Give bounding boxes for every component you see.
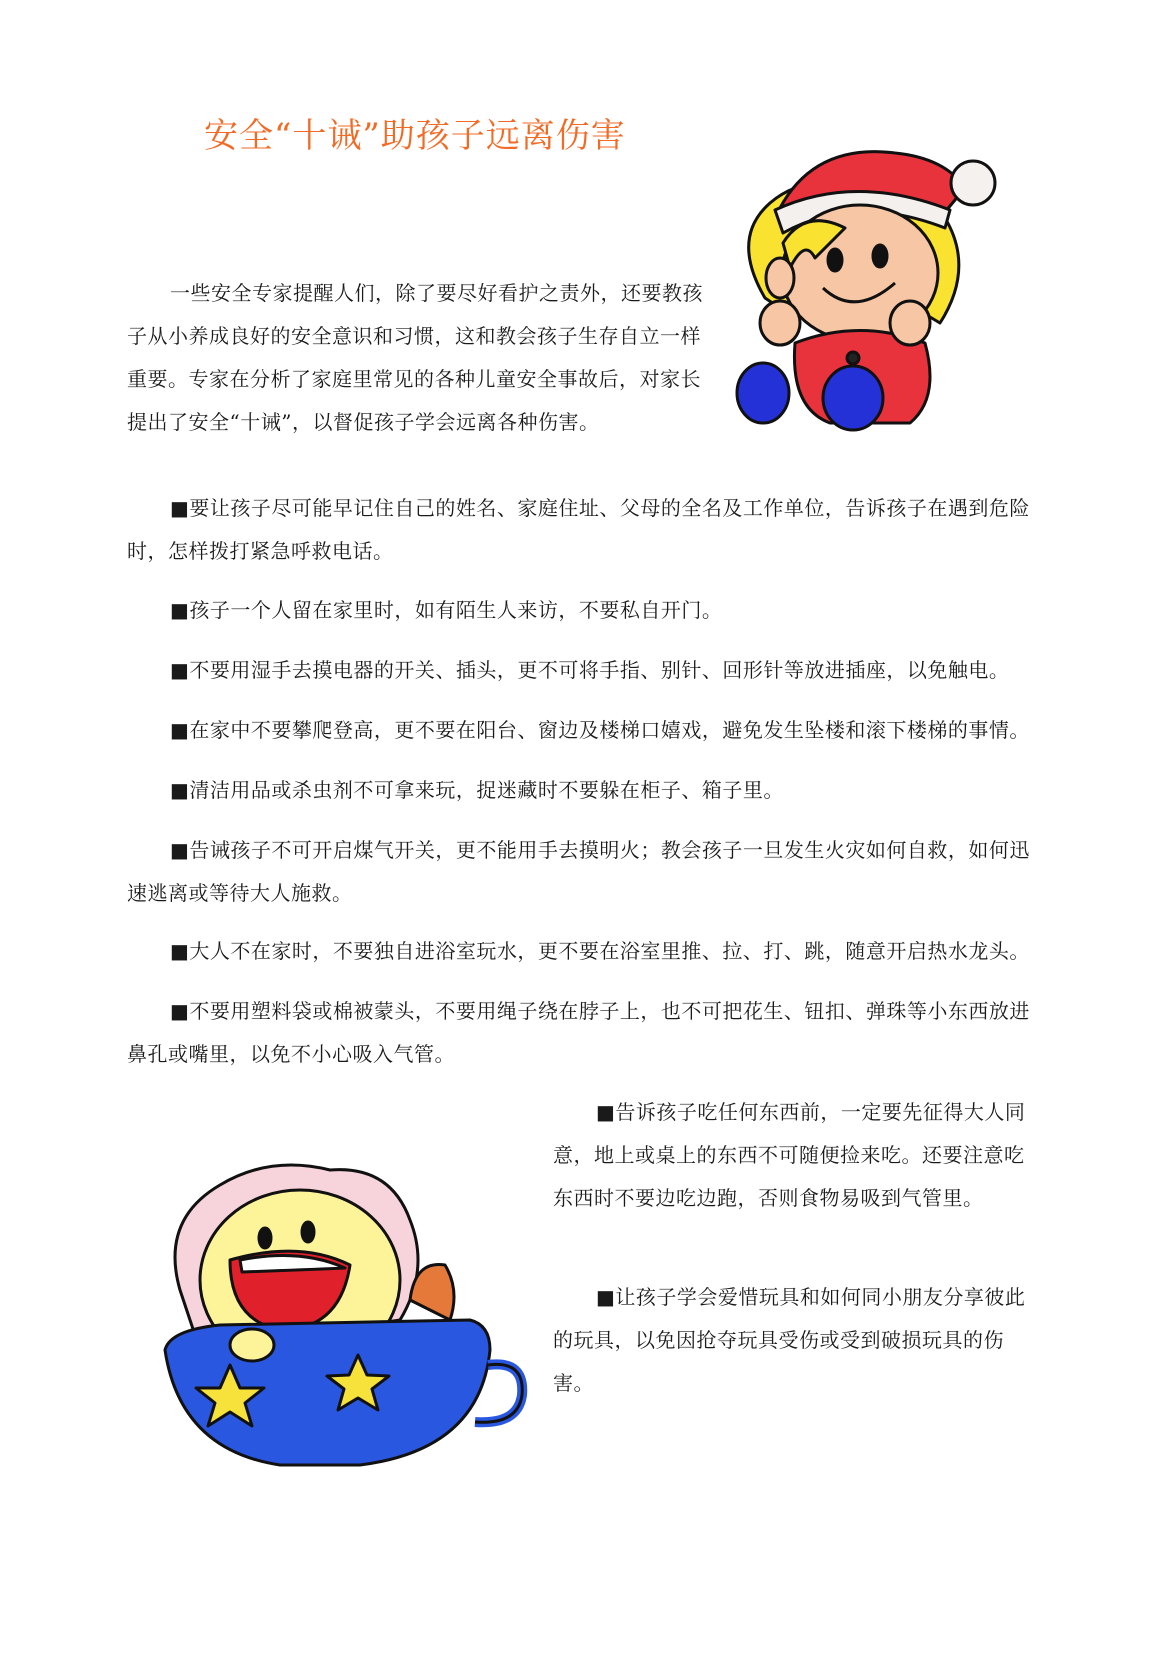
rule-item: ■不要用塑料袋或棉被蒙头，不要用绳子绕在脖子上，也不可把花生、钮扣、弹珠等小东西放进鼻孔或嘴里，以免不小心吸入气管。 xyxy=(127,999,1030,1066)
intro-paragraph: 一些安全专家提醒人们，除了要尽好看护之责外，还要教孩子从小养成良好的安全意识和习惯，这和教会孩子生存自立一样重要。专家在分析了家庭里常见的各种儿童安全事故后，对家长提出了安全“十诫”，以督促孩子学会远离各种伤害。 xyxy=(127,281,703,434)
rule-item: ■不要用湿手去摸电器的开关、插头，更不可将手指、别针、回形针等放进插座，以免触电。 xyxy=(170,658,1010,682)
page-title: 安全“十诫”助孩子远离伤害 xyxy=(204,116,626,156)
rule-item: ■清洁用品或杀虫剂不可拿来玩，捉迷藏时不要躲在柜子、箱子里。 xyxy=(170,778,784,802)
rule-item: ■在家中不要攀爬登高，更不要在阳台、窗边及楼梯口嬉戏，避免发生坠楼和滚下楼梯的事情。 xyxy=(170,718,1030,742)
rule-item: ■让孩子学会爱惜玩具和如何同小朋友分享彼此的玩具，以免因抢夺玩具受伤或受到破损玩具的伤害。 xyxy=(553,1285,1026,1395)
child-in-cup-illustration xyxy=(160,1160,530,1480)
rule-item: ■告诉孩子吃任何东西前，一定要先征得大人同意，地上或桌上的东西不可随便捡来吃。还要注意吃东西时不要边吃边跑，否则食物易吸到气管里。 xyxy=(553,1100,1026,1210)
rule-item: ■孩子一个人留在家里时，如有陌生人来访，不要私自开门。 xyxy=(170,598,723,622)
rule-item: ■要让孩子尽可能早记住自己的姓名、家庭住址、父母的全名及工作单位，告诉孩子在遇到危险时，怎样拨打紧急呼救电话。 xyxy=(127,496,1030,563)
rule-item: ■大人不在家时，不要独自进浴室玩水，更不要在浴室里推、拉、打、跳，随意开启热水龙头。 xyxy=(170,939,1030,963)
rule-item: ■告诫孩子不可开启煤气开关，更不能用手去摸明火；教会孩子一旦发生火灾如何自救，如何迅速逃离或等待大人施救。 xyxy=(127,838,1030,905)
santa-child-illustration xyxy=(735,148,1015,448)
